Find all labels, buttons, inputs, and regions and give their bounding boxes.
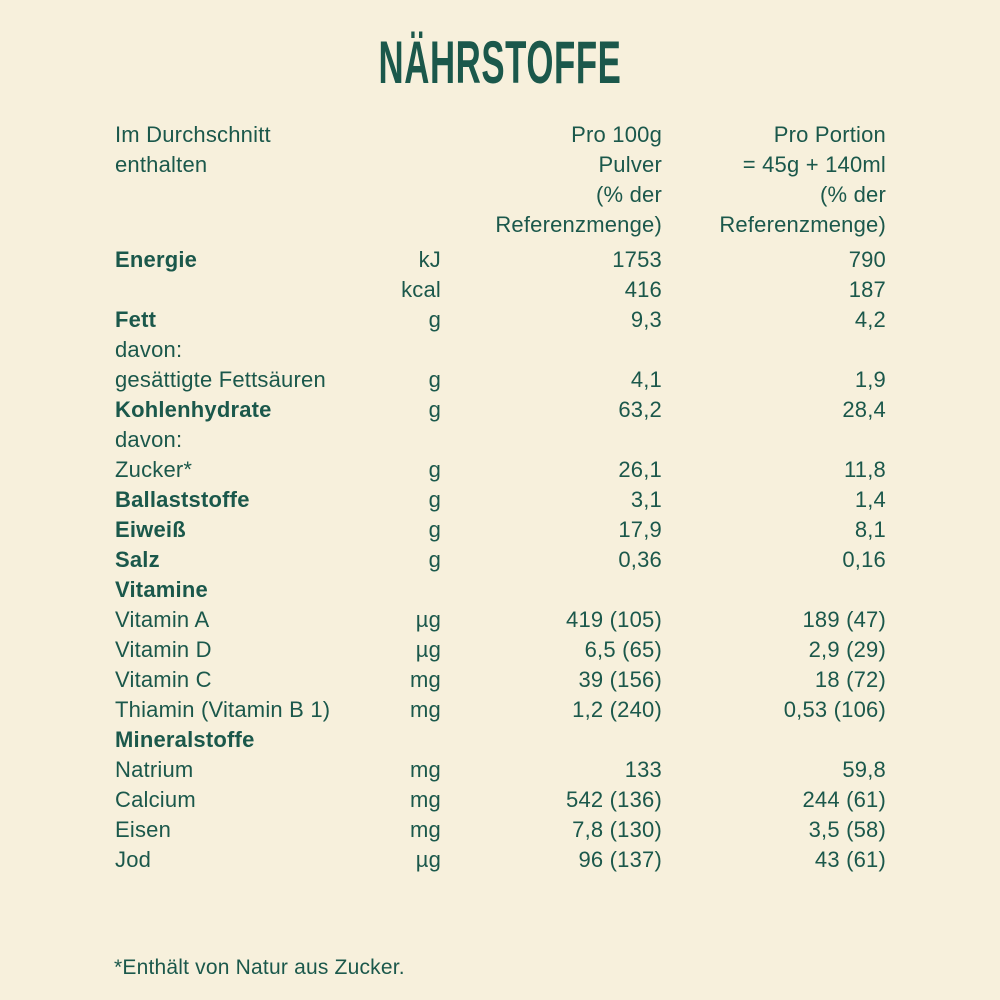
row-label: davon: xyxy=(115,427,183,452)
table-row xyxy=(115,605,886,635)
table-row xyxy=(115,365,886,395)
header-line: Referenzmenge) xyxy=(495,212,662,237)
row-value-per-portion: 59,8 xyxy=(842,757,886,782)
header-line: Pro Portion xyxy=(773,122,886,147)
page-title: NÄHRSTOFFE xyxy=(378,29,622,96)
row-value-per-portion: 187 xyxy=(848,277,886,302)
row-value-per-100g: 7,8 (130) xyxy=(572,817,662,842)
row-value-per-100g: 542 (136) xyxy=(566,787,662,812)
row-value-per-100g xyxy=(441,425,662,455)
table-row xyxy=(115,335,886,365)
row-value-per-portion: 28,4 xyxy=(842,397,886,422)
table-row xyxy=(115,275,886,305)
table-row xyxy=(115,485,886,515)
table-row xyxy=(115,635,886,665)
row-value-per-100g: 3,1 xyxy=(630,487,662,512)
row-label: Eisen xyxy=(115,817,172,842)
row-value-per-100g: 39 (156) xyxy=(578,667,662,692)
table-row xyxy=(115,305,886,335)
table-row xyxy=(115,515,886,545)
row-unit: g xyxy=(428,487,441,512)
table-row xyxy=(115,815,886,845)
table-row xyxy=(115,845,886,875)
row-value-per-portion: 4,2 xyxy=(854,307,886,332)
row-value-per-100g xyxy=(441,575,662,605)
row-unit: g xyxy=(428,547,441,572)
row-value-per-portion: 43 (61) xyxy=(814,847,886,872)
row-unit xyxy=(391,335,441,365)
row-unit: mg xyxy=(410,757,441,782)
row-unit: kJ xyxy=(418,247,441,272)
row-label: Zucker* xyxy=(115,457,193,482)
row-value-per-100g: 416 xyxy=(624,277,662,302)
row-value-per-portion: 0,16 xyxy=(842,547,886,572)
header-line: Pro 100g xyxy=(571,122,662,147)
row-value-per-portion: 790 xyxy=(848,247,886,272)
row-label xyxy=(115,275,391,305)
row-label: Vitamin D xyxy=(115,637,212,662)
row-unit: mg xyxy=(410,787,441,812)
row-value-per-100g: 419 (105) xyxy=(566,607,662,632)
row-value-per-portion xyxy=(662,575,886,605)
row-value-per-portion: 18 (72) xyxy=(814,667,886,692)
row-unit: µg xyxy=(415,847,441,872)
table-row xyxy=(115,545,886,575)
header-line: (% der xyxy=(596,182,662,207)
row-value-per-portion: 0,53 (106) xyxy=(783,697,886,722)
row-value-per-100g: 4,1 xyxy=(630,367,662,392)
header-per-100g xyxy=(441,120,662,240)
row-unit: g xyxy=(428,517,441,542)
header-per-portion xyxy=(662,120,886,240)
footnote-sugar: *Enthält von Natur aus Zucker. xyxy=(114,956,405,979)
row-value-per-100g: 96 (137) xyxy=(578,847,662,872)
table-row xyxy=(115,575,886,605)
row-value-per-portion xyxy=(662,425,886,455)
header-average-contained xyxy=(115,120,391,240)
row-label: Vitamin A xyxy=(115,607,210,632)
table-row xyxy=(115,725,886,755)
row-unit: kcal xyxy=(401,277,441,302)
row-value-per-100g: 9,3 xyxy=(630,307,662,332)
table-row xyxy=(115,425,886,455)
row-label: Vitamin C xyxy=(115,667,212,692)
row-label: Mineralstoffe xyxy=(115,727,255,752)
row-label: Fett xyxy=(115,307,157,332)
header-line: = 45g + 140ml xyxy=(742,152,886,177)
row-label: Eiweiß xyxy=(115,517,186,542)
row-label: Thiamin (Vitamin B 1) xyxy=(115,697,331,722)
table-row xyxy=(115,395,886,425)
row-value-per-100g: 6,5 (65) xyxy=(584,637,662,662)
row-unit xyxy=(391,575,441,605)
row-value-per-portion: 11,8 xyxy=(844,457,886,482)
row-value-per-portion: 189 (47) xyxy=(802,607,886,632)
row-value-per-100g: 1753 xyxy=(612,247,662,272)
table-row xyxy=(115,455,886,485)
row-unit: µg xyxy=(415,607,441,632)
row-unit: g xyxy=(428,397,441,422)
row-value-per-portion xyxy=(662,335,886,365)
row-unit: g xyxy=(428,367,441,392)
table-rows xyxy=(115,245,886,875)
row-unit: µg xyxy=(415,637,441,662)
row-unit xyxy=(391,425,441,455)
row-value-per-portion: 3,5 (58) xyxy=(808,817,886,842)
row-value-per-portion: 8,1 xyxy=(854,517,886,542)
row-value-per-100g: 1,2 (240) xyxy=(572,697,662,722)
row-value-per-100g: 63,2 xyxy=(618,397,662,422)
row-value-per-100g: 133 xyxy=(624,757,662,782)
row-label: Calcium xyxy=(115,787,196,812)
header-line: Pulver xyxy=(598,152,662,177)
row-label: Salz xyxy=(115,547,160,572)
header-line: Im Durchschnitt xyxy=(115,122,271,147)
header-line: Referenzmenge) xyxy=(719,212,886,237)
row-label: Vitamine xyxy=(115,577,208,602)
nutrition-table xyxy=(115,120,886,875)
row-unit: mg xyxy=(410,697,441,722)
row-value-per-portion: 244 (61) xyxy=(802,787,886,812)
row-label: Kohlenhydrate xyxy=(115,397,272,422)
row-unit: mg xyxy=(410,817,441,842)
table-header xyxy=(115,120,886,240)
row-value-per-100g xyxy=(441,725,662,755)
row-unit: g xyxy=(428,307,441,332)
row-value-per-100g: 26,1 xyxy=(618,457,662,482)
row-label: Energie xyxy=(115,247,198,272)
row-value-per-100g: 17,9 xyxy=(618,517,662,542)
row-value-per-portion: 2,9 (29) xyxy=(808,637,886,662)
header-unit-spacer xyxy=(391,120,441,240)
row-label: Jod xyxy=(115,847,152,872)
table-row xyxy=(115,245,886,275)
header-line: enthalten xyxy=(115,152,208,177)
table-row xyxy=(115,785,886,815)
row-label: Ballaststoffe xyxy=(115,487,250,512)
header-line: (% der xyxy=(820,182,886,207)
row-unit: g xyxy=(428,457,441,482)
row-value-per-100g: 0,36 xyxy=(618,547,662,572)
row-unit: mg xyxy=(410,667,441,692)
row-value-per-portion: 1,4 xyxy=(854,487,886,512)
row-label: davon: xyxy=(115,337,183,362)
row-value-per-portion xyxy=(662,725,886,755)
table-row xyxy=(115,665,886,695)
row-label: gesättigte Fettsäuren xyxy=(115,367,326,392)
row-value-per-100g xyxy=(441,335,662,365)
row-value-per-portion: 1,9 xyxy=(854,367,886,392)
row-label: Natrium xyxy=(115,757,194,782)
row-unit xyxy=(391,725,441,755)
table-row xyxy=(115,755,886,785)
table-row xyxy=(115,695,886,725)
